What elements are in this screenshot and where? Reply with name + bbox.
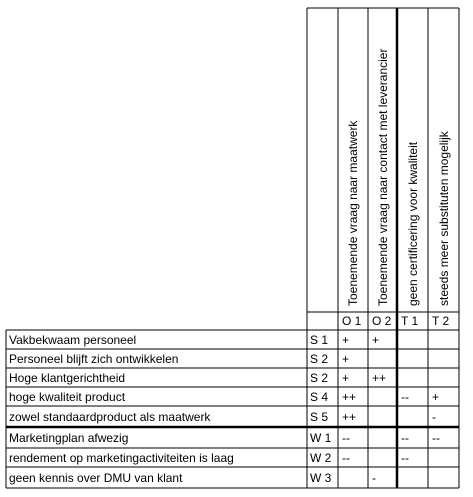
row-label: hoge kwaliteit product xyxy=(9,389,126,404)
matrix-cell: ++ xyxy=(342,409,357,424)
matrix-cell: ++ xyxy=(372,370,387,385)
matrix-cell: + xyxy=(432,389,440,404)
row-code: S 1 xyxy=(310,332,329,347)
matrix-cell: + xyxy=(372,332,380,347)
column-code: T 1 xyxy=(401,314,419,328)
row-code: S 2 xyxy=(310,351,329,366)
matrix-cell: -- xyxy=(401,450,409,465)
row-code: W 1 xyxy=(310,430,332,445)
matrix-cell: + xyxy=(342,351,350,366)
matrix-cell: -- xyxy=(342,450,350,465)
row-label: Personeel blijft zich ontwikkelen xyxy=(9,351,179,366)
row-label: zowel standaardproduct als maatwerk xyxy=(9,409,211,424)
matrix-cell: + xyxy=(342,332,350,347)
row-label: Hoge klantgerichtheid xyxy=(9,370,126,385)
matrix-cell: -- xyxy=(401,389,409,404)
row-code: S 2 xyxy=(310,370,329,385)
column-code: O 1 xyxy=(342,314,362,328)
row-label: geen kennis over DMU van klant xyxy=(9,470,183,485)
matrix-cell: -- xyxy=(342,430,350,445)
matrix-cell: + xyxy=(342,370,350,385)
matrix-cell: - xyxy=(372,470,376,485)
column-header: Toenemende vraag naar maatwerk xyxy=(346,120,360,306)
column-header: steeds meer substituten mogelijk xyxy=(436,131,451,306)
row-label: Marketingplan afwezig xyxy=(9,430,129,445)
row-code: S 4 xyxy=(310,389,329,404)
row-code: W 3 xyxy=(310,470,332,485)
row-code: W 2 xyxy=(310,450,332,465)
matrix-cell: -- xyxy=(401,430,409,445)
column-header: Toenemende vraag naar contact met leverancier xyxy=(375,48,390,306)
row-label: rendement op marketingactiviteiten is laag xyxy=(9,450,234,465)
row-code: S 5 xyxy=(310,409,329,424)
column-header: geen certificering voor kwaliteit xyxy=(405,141,420,306)
column-code: T 2 xyxy=(432,314,450,328)
column-code: O 2 xyxy=(372,314,392,328)
matrix-cell: ++ xyxy=(342,389,357,404)
matrix-cell: -- xyxy=(432,430,440,445)
row-label: Vakbekwaam personeel xyxy=(9,332,137,347)
matrix-cell: - xyxy=(432,409,436,424)
